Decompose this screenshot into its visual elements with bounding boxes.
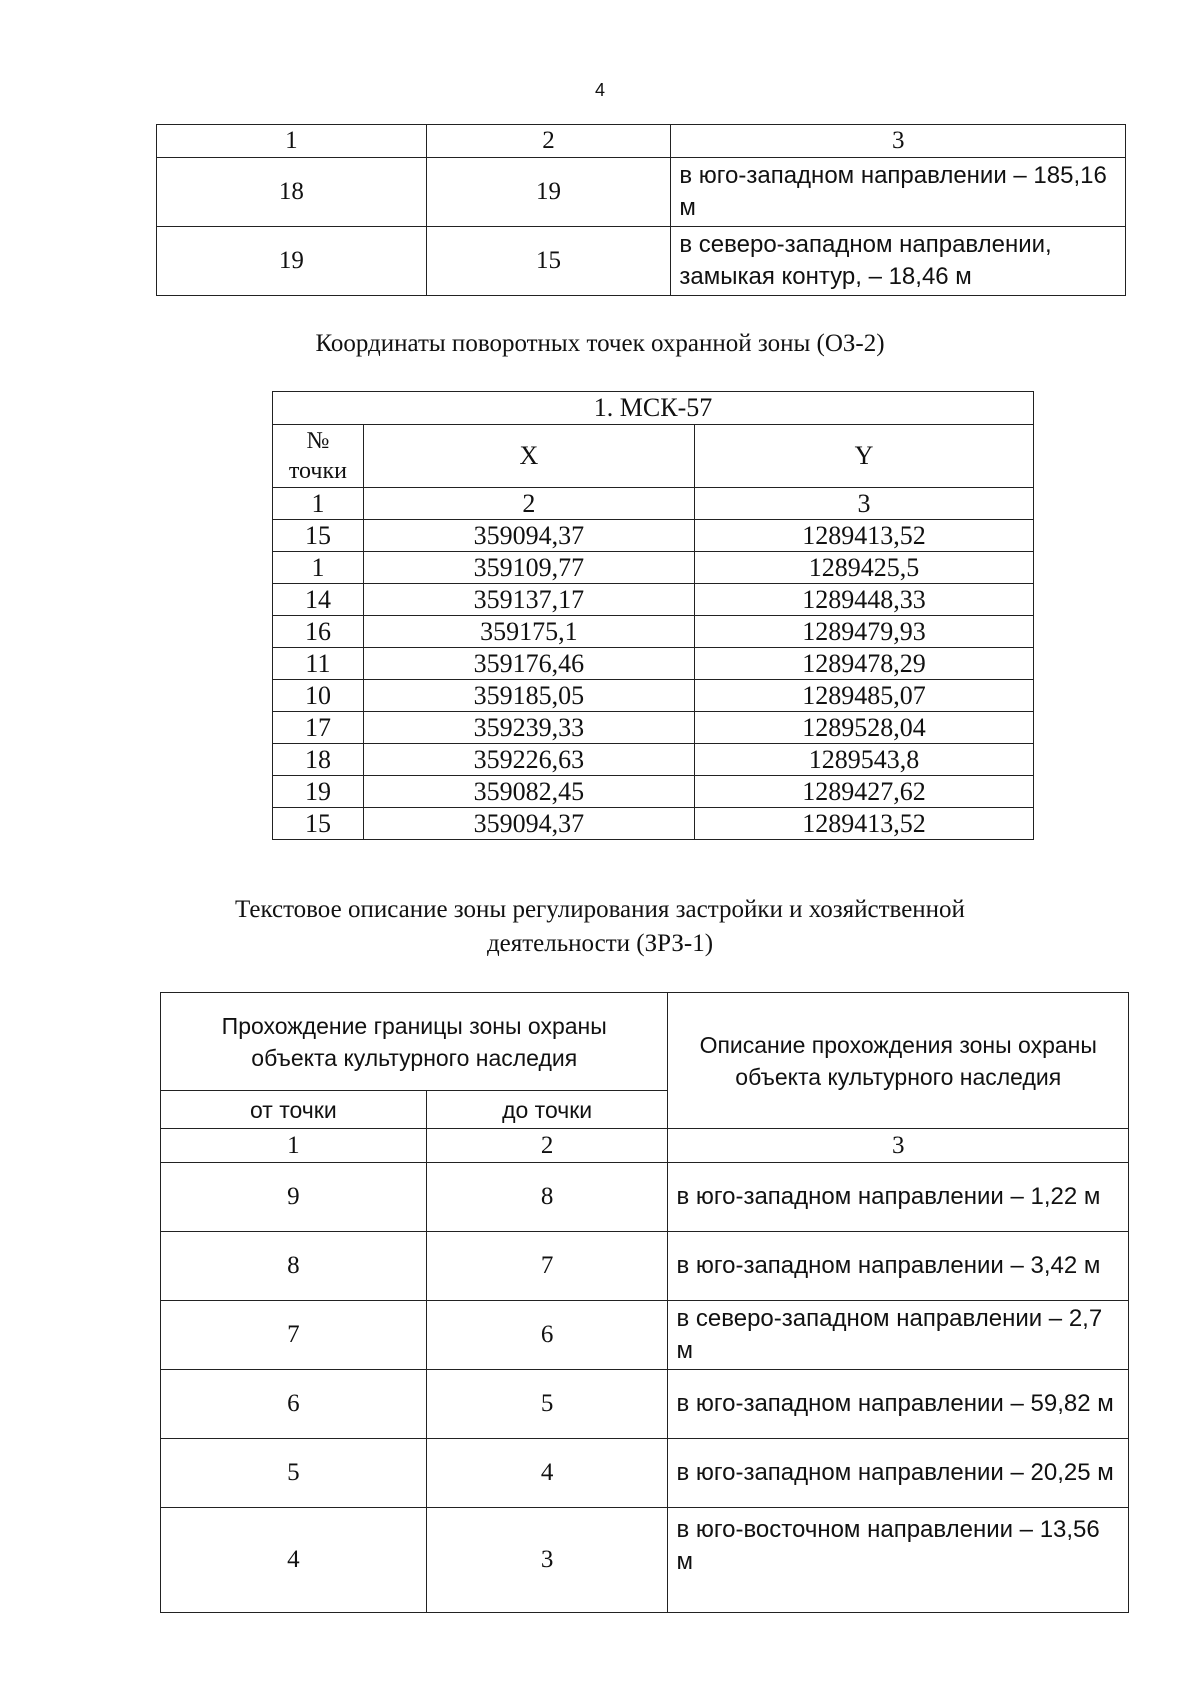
segment-description: в юго-западном направлении – 3,42 м bbox=[668, 1232, 1129, 1301]
segment-description: в юго-западном направлении – 1,22 м bbox=[668, 1163, 1129, 1232]
zone-description-caption bbox=[0, 893, 1200, 961]
from-point: 9 bbox=[161, 1163, 427, 1232]
coordinate-system-row bbox=[273, 392, 1034, 425]
x-coordinate: 359094,37 bbox=[363, 808, 694, 840]
y-coordinate: 1289413,52 bbox=[694, 808, 1033, 840]
x-coordinate: 359226,63 bbox=[363, 744, 694, 776]
y-coordinate: 1289427,62 bbox=[694, 776, 1033, 808]
table-row bbox=[273, 808, 1034, 840]
description-header: Описание прохождения зоны охраны объекта культурного наследия bbox=[668, 993, 1129, 1129]
coordinates-table bbox=[272, 391, 1034, 840]
table-row bbox=[157, 227, 1126, 296]
column-number: 2 bbox=[363, 488, 694, 520]
to-point: 7 bbox=[426, 1232, 668, 1301]
table-row bbox=[273, 712, 1034, 744]
point-number: 11 bbox=[273, 648, 364, 680]
column-number: 2 bbox=[426, 1129, 668, 1163]
y-coordinate: 1289479,93 bbox=[694, 616, 1033, 648]
x-coordinate: 359082,45 bbox=[363, 776, 694, 808]
column-number: 3 bbox=[694, 488, 1033, 520]
to-point: 15 bbox=[426, 227, 671, 296]
from-point: 8 bbox=[161, 1232, 427, 1301]
segment-description: в юго-западном направлении – 20,25 м bbox=[668, 1439, 1129, 1508]
from-point: 18 bbox=[157, 158, 427, 227]
table-row bbox=[273, 680, 1034, 712]
table-row bbox=[273, 552, 1034, 584]
column-number: 1 bbox=[273, 488, 364, 520]
point-number-header: № точки bbox=[273, 425, 364, 488]
segment-description: в северо-западном направлении, замыкая контур, – 18,46 м bbox=[671, 227, 1126, 296]
y-coordinate: 1289448,33 bbox=[694, 584, 1033, 616]
table-row bbox=[161, 1301, 1129, 1370]
x-coordinate: 359176,46 bbox=[363, 648, 694, 680]
table-row bbox=[273, 616, 1034, 648]
point-number: 17 bbox=[273, 712, 364, 744]
point-number: 18 bbox=[273, 744, 364, 776]
table-header-row bbox=[157, 125, 1126, 158]
column-number-row bbox=[273, 488, 1034, 520]
x-coordinate: 359109,77 bbox=[363, 552, 694, 584]
point-number: 15 bbox=[273, 808, 364, 840]
y-coordinate: 1289413,52 bbox=[694, 520, 1033, 552]
from-point: 5 bbox=[161, 1439, 427, 1508]
point-number: 1 bbox=[273, 552, 364, 584]
table-row bbox=[157, 158, 1126, 227]
y-coordinate: 1289485,07 bbox=[694, 680, 1033, 712]
point-number: 16 bbox=[273, 616, 364, 648]
page-number: 4 bbox=[594, 80, 605, 100]
column-number-row bbox=[161, 1129, 1129, 1163]
table-row bbox=[161, 1439, 1129, 1508]
to-point: 5 bbox=[426, 1370, 668, 1439]
to-point-header: до точки bbox=[426, 1091, 668, 1129]
y-header: Y bbox=[694, 425, 1033, 488]
x-coordinate: 359185,05 bbox=[363, 680, 694, 712]
from-point: 4 bbox=[161, 1508, 427, 1613]
table-row bbox=[161, 1163, 1129, 1232]
table-row bbox=[273, 776, 1034, 808]
table-row bbox=[273, 648, 1034, 680]
boundary-header: Прохождение границы зоны охраны объекта культурного наследия bbox=[161, 993, 668, 1091]
segment-description: в северо-западном направлении – 2,7 м bbox=[668, 1301, 1129, 1370]
point-number: 14 bbox=[273, 584, 364, 616]
x-coordinate: 359175,1 bbox=[363, 616, 694, 648]
table-row bbox=[161, 1508, 1129, 1613]
to-point: 4 bbox=[426, 1439, 668, 1508]
table-header-row bbox=[161, 993, 1129, 1091]
point-number: 10 bbox=[273, 680, 364, 712]
table-header-row bbox=[273, 425, 1034, 488]
from-point-header: от точки bbox=[161, 1091, 427, 1129]
column-number: 3 bbox=[668, 1129, 1129, 1163]
segment-description: в юго-западном направлении – 59,82 м bbox=[668, 1370, 1129, 1439]
column-number: 1 bbox=[157, 125, 427, 158]
zone-boundary-table bbox=[160, 992, 1129, 1613]
x-coordinate: 359137,17 bbox=[363, 584, 694, 616]
table-row bbox=[273, 744, 1034, 776]
table-row bbox=[161, 1232, 1129, 1301]
from-point: 19 bbox=[157, 227, 427, 296]
coordinate-system-title: 1. МСК-57 bbox=[273, 392, 1034, 425]
table-row bbox=[273, 520, 1034, 552]
to-point: 8 bbox=[426, 1163, 668, 1232]
x-coordinate: 359239,33 bbox=[363, 712, 694, 744]
table-row bbox=[273, 584, 1034, 616]
x-coordinate: 359094,37 bbox=[363, 520, 694, 552]
boundary-continuation-table bbox=[156, 124, 1126, 296]
to-point: 3 bbox=[426, 1508, 668, 1613]
table-row bbox=[161, 1370, 1129, 1439]
point-number: 19 bbox=[273, 776, 364, 808]
column-number: 2 bbox=[426, 125, 671, 158]
y-coordinate: 1289528,04 bbox=[694, 712, 1033, 744]
y-coordinate: 1289425,5 bbox=[694, 552, 1033, 584]
y-coordinate: 1289478,29 bbox=[694, 648, 1033, 680]
column-number: 3 bbox=[671, 125, 1126, 158]
segment-description: в юго-западном направлении – 185,16 м bbox=[671, 158, 1126, 227]
point-number: 15 bbox=[273, 520, 364, 552]
x-header: X bbox=[363, 425, 694, 488]
zone-description-caption-text: Текстовое описание зоны регулирования застройки и хозяйственной деятельности (ЗРЗ-1) bbox=[235, 896, 965, 957]
from-point: 6 bbox=[161, 1370, 427, 1439]
segment-description: в юго-восточном направлении – 13,56 м bbox=[668, 1508, 1129, 1613]
to-point: 6 bbox=[426, 1301, 668, 1370]
y-coordinate: 1289543,8 bbox=[694, 744, 1033, 776]
from-point: 7 bbox=[161, 1301, 427, 1370]
to-point: 19 bbox=[426, 158, 671, 227]
coordinates-caption: Координаты поворотных точек охранной зоны (ОЗ-2) bbox=[315, 330, 885, 357]
column-number: 1 bbox=[161, 1129, 427, 1163]
